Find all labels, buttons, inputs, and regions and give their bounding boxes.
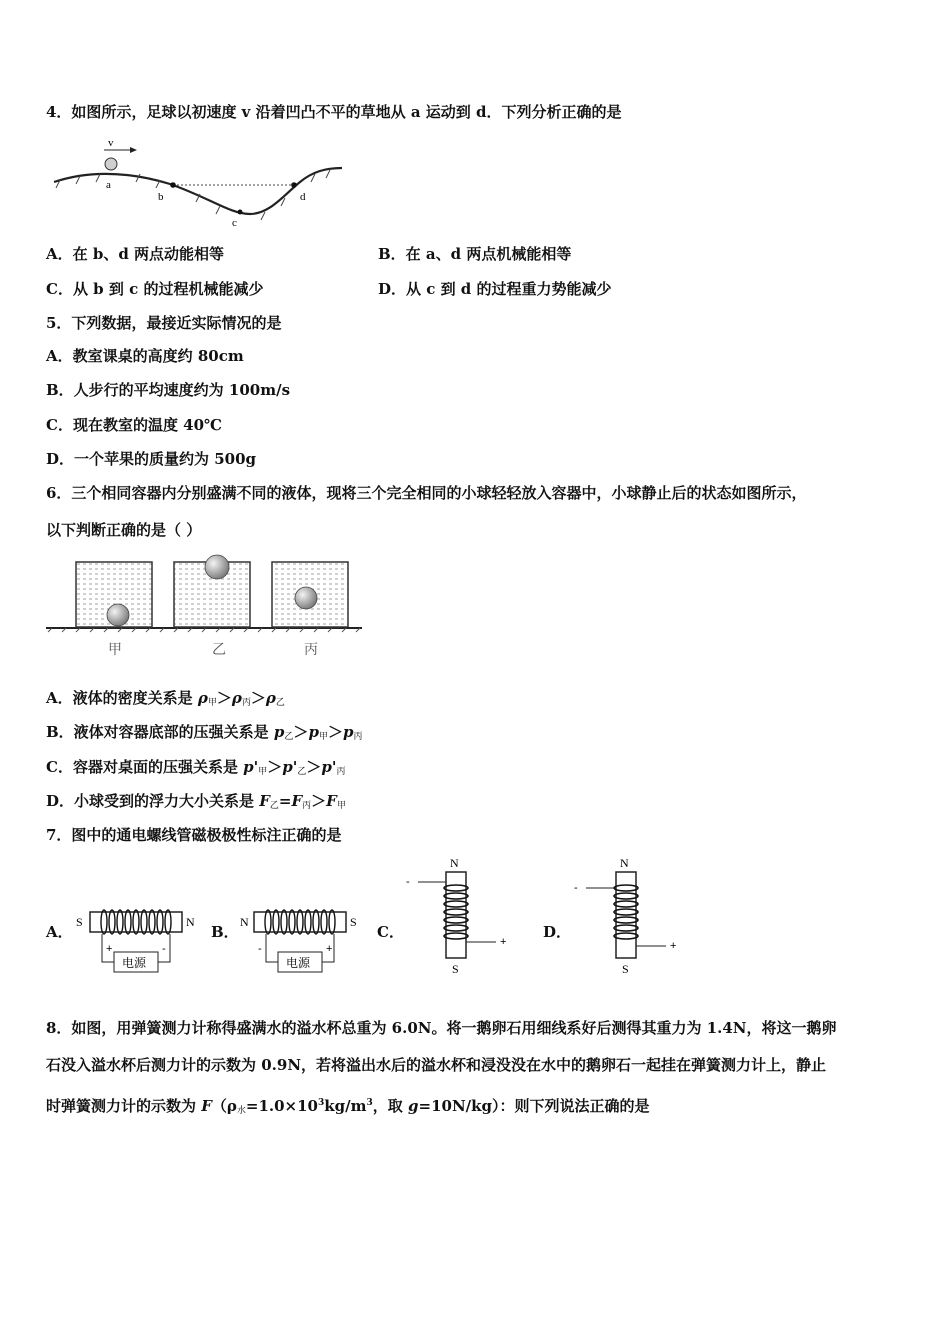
ball-bing (295, 587, 317, 609)
q7-figure-a (72, 902, 200, 976)
label-d: d (300, 191, 306, 203)
svg-text:-: - (258, 943, 262, 955)
label-c: c (232, 217, 237, 228)
label-yi: 乙 (212, 642, 226, 658)
q4-option-b: B．在 a、d 两点机械能相等 (378, 245, 572, 263)
ball-yi (205, 555, 229, 579)
q7-label-b: B． (211, 923, 239, 941)
q7-label-a: A． (46, 923, 73, 941)
q8-line3: 时弹簧测力计的示数为 $F(\rho_水=1.0\times 10^3kg/m^3$，取 g=10N/kg）：则下列说法正确的是 (46, 1097, 650, 1116)
q8-line1: 8．如图，用弹簧测力计称得盛满水的溢水杯总重为 6.0N。将一鹅卵石用细线系好后测得其重力为 1.4N，将这一鹅卵 (46, 1019, 837, 1037)
svg-text:-: - (574, 882, 578, 894)
q5-stem: 5．下列数据，最接近实际情况的是 (46, 314, 282, 332)
svg-text:S: S (622, 962, 629, 976)
q6-figure (46, 552, 364, 660)
svg-text:+: + (326, 943, 333, 955)
label-v: v (108, 137, 114, 149)
q5-option-b: B．人步行的平均速度约为 100m/s (46, 381, 291, 399)
svg-text:-: - (162, 943, 166, 955)
q6-option-d: D．小球受到的浮力大小关系是 $F_乙=F_丙>F_甲$ (46, 792, 346, 811)
svg-text:电源: 电源 (122, 956, 147, 970)
q7-label-c: C． (377, 923, 404, 941)
label-jia: 甲 (108, 642, 122, 658)
q7-figure-d (566, 852, 686, 980)
svg-text:-: - (406, 876, 410, 888)
svg-text:N: N (620, 856, 629, 870)
svg-text:S: S (452, 962, 459, 976)
label-a: a (106, 179, 111, 191)
q5-option-a: A．教室课桌的高度约 80cm (46, 347, 244, 365)
q4-option-c: C．从 b 到 c 的过程机械能减少 (46, 280, 264, 298)
q6-stem-line2: 以下判断正确的是（ ） (46, 521, 202, 539)
q6-option-a: A．液体的密度关系是 $\rho_甲>\rho_丙>\rho_乙$ (46, 689, 285, 708)
q5-option-d: D．一个苹果的质量约为 500g (46, 450, 257, 468)
svg-text:电源: 电源 (286, 956, 311, 970)
svg-text:N: N (186, 915, 195, 929)
svg-text:+: + (500, 936, 507, 948)
svg-text:S: S (76, 915, 83, 929)
q4-figure (50, 136, 350, 228)
q4-option-a: A．在 b、d 两点动能相等 (46, 245, 225, 263)
svg-text:S: S (350, 915, 357, 929)
svg-text:+: + (670, 940, 677, 952)
q5-option-c: C．现在教室的温度 40℃ (46, 416, 223, 434)
football (105, 158, 117, 170)
q4-stem: 4．如图所示，足球以初速度 v 沿着凹凸不平的草地从 a 运动到 d．下列分析正确的是 (46, 103, 622, 121)
svg-text:N: N (240, 915, 249, 929)
q6-stem-line1: 6．三个相同容器内分别盛满不同的液体，现将三个完全相同的小球轻轻放入容器中，小球静止后的状态如图所示， (46, 484, 807, 502)
q7-label-d: D． (543, 923, 572, 941)
ball-jia (107, 604, 129, 626)
q6-option-c: C．容器对桌面的压强关系是 $p'_甲>p'_乙>p'_丙$ (46, 758, 346, 777)
label-b: b (158, 191, 164, 203)
q8-line2: 石没入溢水杯后测力计的示数为 0.9N，若将溢出水后的溢水杯和浸没没在水中的鹅卵石一起挂在弹簧测力计上，静止 (46, 1056, 827, 1074)
q6-option-b: B．液体对容器底部的压强关系是 $p_乙>p_甲>p_丙$ (46, 723, 363, 742)
svg-text:+: + (106, 943, 113, 955)
ground-curve (54, 168, 342, 214)
q7-stem: 7．图中的通电螺线管磁极极性标注正确的是 (46, 826, 342, 844)
label-bing: 丙 (304, 642, 318, 658)
q7-figure-b (236, 902, 364, 976)
svg-text:N: N (450, 856, 459, 870)
q7-figure-c (400, 852, 520, 980)
q4-option-d: D．从 c 到 d 的过程重力势能减少 (378, 280, 612, 298)
